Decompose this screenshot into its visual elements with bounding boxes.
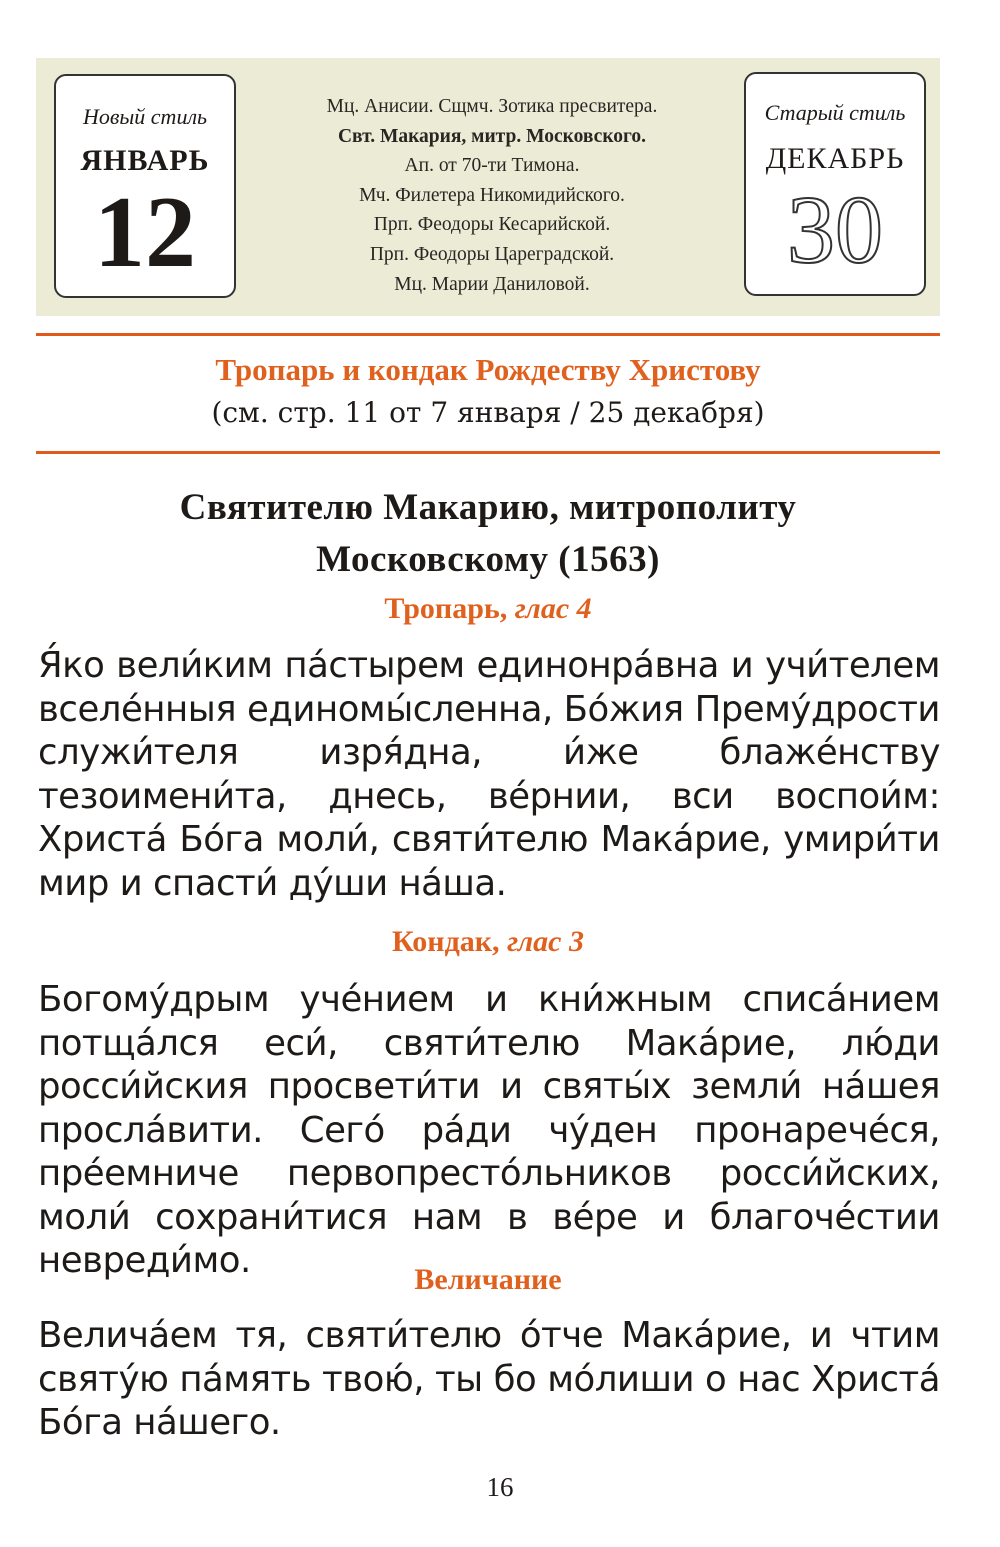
divider-top <box>36 333 940 336</box>
old-style-day: 30 <box>787 176 883 283</box>
magnification-text: Велича́ем тя, святи́телю о́тче Мака́рие, и чтим святу́ю па́мять твою́, ты бо мо́лиши о нас Христа́ Бо́га на́шего. <box>38 1315 940 1443</box>
section-title-line: Святителю Макарию, митрополиту <box>179 487 797 528</box>
magnification-heading: Величание <box>414 1263 562 1296</box>
saint-line: Мч. Филетера Никомидийского. <box>359 184 625 206</box>
troparion-text: Я́ко вели́ким па́стырем единонра́вна и учи́телем вселе́нныя единомы́сленна, Бо́жия Прему́дрости служи́теля изря́дна, и́же блаже́нству тезоимени́та, днесь, ве́рнии, вси воспои́м: Христа́ Бо́га моли́, святи́телю Мака́рие, умири́ти мир и спасти́ ду́ши на́ша. <box>38 645 940 904</box>
divider-bottom <box>36 451 940 454</box>
saint-line: Прп. Феодоры Цареградской. <box>369 243 615 265</box>
new-style-day: 12 <box>94 176 196 289</box>
old-style-label: Старый стиль <box>764 100 906 125</box>
kontakion-tone: глас 3 <box>507 925 584 958</box>
troparion-tone: глас 4 <box>514 592 592 625</box>
date-header <box>36 58 940 316</box>
new-style-date-card <box>54 74 236 298</box>
section-title-line: Московскому (1563) <box>316 539 660 580</box>
saint-line: Ап. от 70-ти Тимона. <box>404 155 580 177</box>
saints-list <box>254 92 730 299</box>
reference-title: Тропарь и кондак Рождеству Христову <box>215 352 761 387</box>
reference-note: (см. стр. 11 от 7 января / 25 декабря) <box>211 396 765 429</box>
old-style-date-card <box>744 72 926 296</box>
saint-line: Мц. Анисии. Сщмч. Зотика пресвитера. <box>326 96 658 117</box>
new-style-label: Новый стиль <box>82 104 208 129</box>
troparion-title: Тропарь, <box>384 592 508 625</box>
kontakion-title: Кондак, <box>392 925 500 958</box>
kontakion-text: Богому́дрым уче́нием и кни́жным списа́нием потща́лся еси́, святи́телю Мака́рие, лю́ди росси́йския просвети́ти и святы́х земли́ на́шея просла́вити. Сего́ ра́ди чу́ден пронарече́ся, пре́емниче первопресто́льников росси́йских, моли́ сохрани́тися нам в ве́ре и благоче́стии невреди́мо. <box>38 979 940 1281</box>
troparion-heading <box>36 592 940 626</box>
saint-line: Прп. Феодоры Кесарийской. <box>373 214 611 236</box>
new-style-month: ЯНВАРЬ <box>80 144 210 177</box>
page-number: 16 <box>486 1472 514 1502</box>
kontakion-heading <box>36 925 940 959</box>
old-style-month: ДЕКАБРЬ <box>765 142 905 175</box>
saint-line: Свт. Макария, митр. Московского. <box>337 125 647 147</box>
saint-line: Мц. Марии Даниловой. <box>394 273 590 295</box>
section-title <box>36 482 940 586</box>
